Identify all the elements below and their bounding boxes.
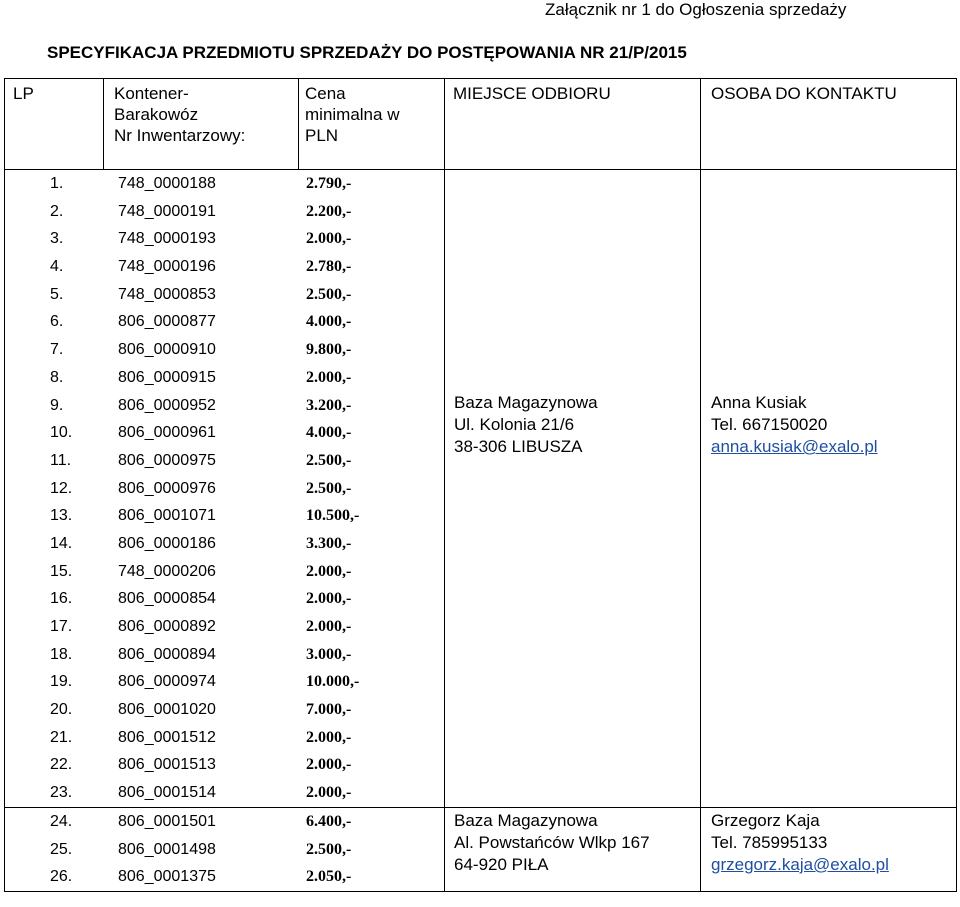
- table-row: [5, 751, 444, 779]
- row-min-price: 2.500,-: [306, 479, 352, 497]
- row-inventory-number: 806_0001498: [118, 840, 216, 858]
- table-row: [5, 253, 444, 281]
- row-inventory-number: 748_0000196: [118, 258, 216, 276]
- row-lp: 12.: [50, 479, 73, 497]
- header-pickup-label: MIEJSCE ODBIORU: [453, 84, 611, 103]
- group-pila: [5, 807, 957, 891]
- row-lp: 4.: [50, 258, 64, 276]
- row-lp: 23.: [50, 784, 73, 802]
- header-price-line: PLN: [305, 126, 339, 145]
- row-min-price: 3.200,-: [306, 396, 352, 414]
- table-row: [5, 392, 444, 420]
- row-min-price: 2.500,-: [306, 840, 352, 858]
- table-row: [5, 696, 444, 724]
- row-lp: 6.: [50, 313, 64, 331]
- header-lp: [5, 79, 104, 170]
- address-line: Baza Magazynowa: [454, 810, 598, 830]
- rows-cell: [5, 807, 445, 891]
- row-min-price: 7.000,-: [306, 701, 352, 719]
- table-row: [5, 530, 444, 558]
- row-inventory-number: 806_0001071: [118, 507, 216, 525]
- table-row: [5, 779, 444, 807]
- specification-table: [4, 78, 957, 892]
- table-row: [5, 808, 444, 836]
- row-lp: 18.: [50, 645, 73, 663]
- row-lp: 25.: [50, 840, 73, 858]
- row-lp: 21.: [50, 728, 73, 746]
- row-inventory-number: 806_0000892: [118, 618, 216, 635]
- header-container-line: Barakowóz: [114, 105, 199, 124]
- header-lp-label: LP: [13, 84, 34, 103]
- row-inventory-number: 806_0001375: [118, 868, 216, 886]
- row-lp: 13.: [50, 507, 73, 525]
- header-pickup: [445, 79, 701, 170]
- header-contact: [701, 79, 957, 170]
- table-row: [5, 724, 444, 752]
- row-min-price: 2.050,-: [306, 868, 352, 886]
- row-lp: 19.: [50, 673, 73, 691]
- row-inventory-number: 806_0000186: [118, 534, 216, 552]
- table-row: [5, 419, 444, 447]
- row-lp: 1.: [50, 175, 64, 192]
- header-container: [104, 79, 299, 170]
- row-min-price: 2.000,-: [306, 230, 352, 248]
- row-lp: 24.: [50, 812, 73, 830]
- row-min-price: 3.300,-: [306, 534, 352, 552]
- row-inventory-number: 806_0001020: [118, 701, 216, 719]
- row-inventory-number: 806_0000915: [118, 368, 216, 386]
- header-price-line: minimalna w: [305, 105, 400, 124]
- table-row: [5, 336, 444, 364]
- address-line: Al. Powstańców Wlkp 167: [454, 832, 650, 852]
- item-list: [5, 170, 444, 807]
- row-lp: 9.: [50, 396, 64, 414]
- rows-cell: [5, 170, 445, 808]
- row-min-price: 2.780,-: [306, 258, 352, 276]
- header-price-line: Cena: [305, 84, 346, 103]
- table-row: [5, 281, 444, 309]
- contact-email-link[interactable]: grzegorz.kaja@exalo.pl: [711, 854, 889, 874]
- annex-note: Załącznik nr 1 do Ogłoszenia sprzedaży: [545, 0, 847, 19]
- row-lp: 11.: [50, 451, 72, 469]
- row-inventory-number: 806_0001513: [118, 756, 216, 774]
- item-list: [5, 808, 444, 891]
- row-min-price: 2.000,-: [306, 728, 352, 746]
- table-row: [5, 308, 444, 336]
- table-row: [5, 225, 444, 253]
- row-min-price: 2.000,-: [306, 368, 352, 386]
- row-min-price: 10.500,-: [306, 507, 360, 525]
- row-lp: 5.: [50, 285, 64, 303]
- address-line: Ul. Kolonia 21/6: [454, 415, 575, 434]
- row-min-price: 10.000,-: [306, 673, 360, 691]
- row-min-price: 9.800,-: [306, 341, 352, 359]
- row-min-price: 2.790,-: [306, 175, 352, 192]
- header-container-line: Nr Inwentarzowy:: [114, 126, 246, 145]
- row-lp: 20.: [50, 701, 73, 719]
- row-min-price: 4.000,-: [306, 424, 352, 442]
- table-row: [5, 836, 444, 864]
- table-row: [5, 641, 444, 669]
- contact-phone: Tel. 667150020: [711, 415, 828, 434]
- contact-name: Grzegorz Kaja: [711, 810, 820, 830]
- row-lp: 8.: [50, 368, 64, 386]
- row-lp: 15.: [50, 562, 73, 580]
- table-row: [5, 668, 444, 696]
- table-row: [5, 585, 444, 613]
- row-min-price: 3.000,-: [306, 645, 352, 663]
- contact-email-link[interactable]: anna.kusiak@exalo.pl: [711, 437, 878, 456]
- row-inventory-number: 806_0001514: [118, 784, 216, 802]
- row-min-price: 2.000,-: [306, 618, 352, 635]
- contact-name: Anna Kusiak: [711, 393, 807, 412]
- row-inventory-number: 806_0001512: [118, 728, 216, 746]
- address-line: 38-306 LIBUSZA: [454, 437, 583, 456]
- row-min-price: 2.200,-: [306, 202, 352, 220]
- row-lp: 7.: [50, 341, 64, 359]
- pickup-address: [445, 170, 701, 808]
- table-row: [5, 502, 444, 530]
- row-inventory-number: 806_0000910: [118, 341, 216, 359]
- row-inventory-number: 806_0000975: [118, 451, 216, 469]
- group-libusza: [5, 170, 957, 808]
- table-row: [5, 475, 444, 503]
- row-inventory-number: 806_0000952: [118, 396, 216, 414]
- table-row: [5, 447, 444, 475]
- address-line: Baza Magazynowa: [454, 393, 598, 412]
- header-row: [5, 79, 957, 170]
- header-contact-label: OSOBA DO KONTAKTU: [711, 84, 897, 103]
- row-min-price: 2.500,-: [306, 285, 352, 303]
- pickup-address: [445, 807, 701, 891]
- row-lp: 26.: [50, 868, 73, 886]
- row-inventory-number: 806_0000974: [118, 673, 216, 691]
- row-inventory-number: 806_0000854: [118, 590, 216, 608]
- table-row: [5, 364, 444, 392]
- row-min-price: 2.000,-: [306, 562, 352, 580]
- address-line: 64-920 PIŁA: [454, 854, 549, 874]
- row-min-price: 2.500,-: [306, 451, 352, 469]
- row-min-price: 2.000,-: [306, 756, 352, 774]
- row-inventory-number: 748_0000191: [118, 202, 216, 220]
- row-inventory-number: 806_0000961: [118, 424, 216, 442]
- contact-phone: Tel. 785995133: [711, 832, 828, 852]
- contact-person: [701, 170, 957, 808]
- row-min-price: 2.000,-: [306, 590, 352, 608]
- row-min-price: 2.000,-: [306, 784, 352, 802]
- contact-person: [701, 807, 957, 891]
- header-price: [299, 79, 445, 170]
- row-lp: 16.: [50, 590, 73, 608]
- table-row: [5, 613, 444, 641]
- row-inventory-number: 806_0000976: [118, 479, 216, 497]
- row-inventory-number: 748_0000188: [118, 175, 216, 192]
- table-row: [5, 198, 444, 226]
- row-inventory-number: 748_0000853: [118, 285, 216, 303]
- row-inventory-number: 748_0000193: [118, 230, 216, 248]
- row-inventory-number: 748_0000206: [118, 562, 216, 580]
- document-title: SPECYFIKACJA PRZEDMIOTU SPRZEDAŻY DO POSTĘPOWANIA NR 21/P/2015: [47, 43, 687, 62]
- row-inventory-number: 806_0001501: [118, 812, 216, 830]
- row-lp: 14.: [50, 534, 73, 552]
- row-min-price: 6.400,-: [306, 812, 352, 830]
- row-inventory-number: 806_0000894: [118, 645, 216, 663]
- header-container-line: Kontener-: [114, 84, 189, 103]
- table-row: [5, 863, 444, 891]
- row-min-price: 4.000,-: [306, 313, 352, 331]
- table-row: [5, 170, 444, 198]
- table-row: [5, 558, 444, 586]
- row-lp: 10.: [50, 424, 73, 442]
- row-lp: 22.: [50, 756, 73, 774]
- row-lp: 3.: [50, 230, 64, 248]
- row-inventory-number: 806_0000877: [118, 313, 216, 331]
- row-lp: 2.: [50, 202, 64, 220]
- row-lp: 17.: [50, 618, 73, 635]
